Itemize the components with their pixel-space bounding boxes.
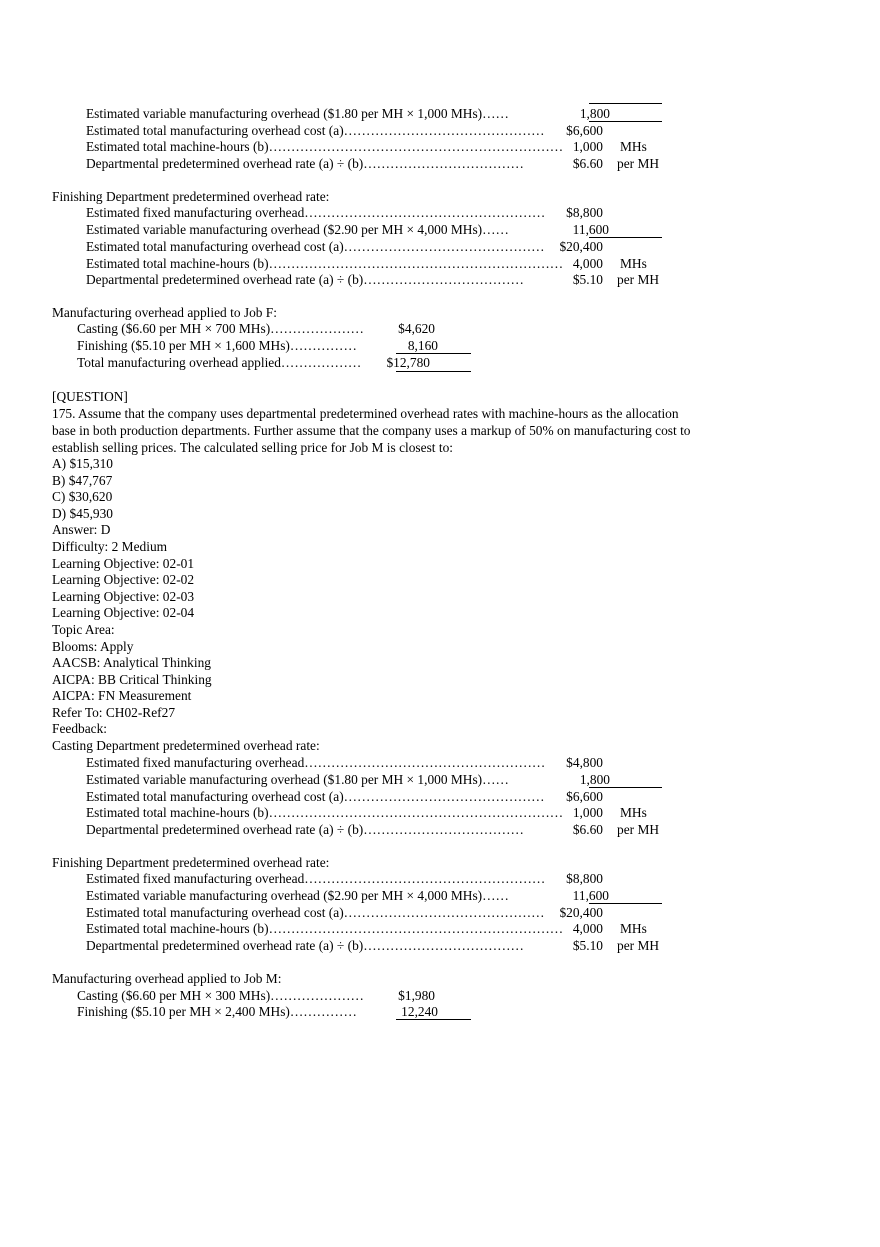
finishing1-var-value: 11,600 <box>572 222 609 237</box>
finishing1-var-label: Estimated variable manufacturing overhead ($2.90 per MH × 4,000 MHs)…… <box>86 222 509 237</box>
top-total-value: $6,600 <box>566 123 603 138</box>
finishing1-total-label: Estimated total manufacturing overhead cost (a)……………………………………… <box>86 239 545 254</box>
top-var-rule <box>589 121 662 122</box>
aicpa-bb: AICPA: BB Critical Thinking <box>52 672 212 687</box>
top-var-label: Estimated variable manufacturing overhead ($1.80 per MH × 1,000 MHs)…… <box>86 106 509 121</box>
difficulty: Difficulty: 2 Medium <box>52 539 168 554</box>
finishing2-var-value: 11,600 <box>572 888 609 903</box>
question-tag: [QUESTION] <box>52 389 128 404</box>
finishing1-rate-value: $5.10 <box>572 272 603 287</box>
top-rate-label: Departmental predetermined overhead rate (a) ÷ (b)……………………………… <box>86 156 524 171</box>
top-total-label: Estimated total manufacturing overhead cost (a)……………………………………… <box>86 123 545 138</box>
finishing1-mh-unit: MHs <box>620 256 647 271</box>
finishing2-total-value: $20,400 <box>559 905 603 920</box>
casting2-mh-label: Estimated total machine-hours (b)………………………………………………………… <box>86 805 564 820</box>
top-rule <box>589 103 662 104</box>
applied-m-casting-value: $1,980 <box>398 988 435 1003</box>
option-a: A) $15,310 <box>52 456 113 471</box>
refer-to: Refer To: CH02-Ref27 <box>52 705 176 720</box>
casting2-var-rule <box>589 787 662 788</box>
top-var-value: 1,800 <box>579 106 610 121</box>
applied-f-casting-value: $4,620 <box>398 321 435 336</box>
applied-f-total-rule <box>396 371 471 372</box>
aacsb: AACSB: Analytical Thinking <box>52 655 211 670</box>
top-rate-value: $6.60 <box>572 156 603 171</box>
aicpa-fn: AICPA: FN Measurement <box>52 688 192 703</box>
topic-area: Topic Area: <box>52 622 115 637</box>
top-rate-unit: per MH <box>617 156 660 171</box>
casting2-total-label: Estimated total manufacturing overhead cost (a)……………………………………… <box>86 789 545 804</box>
applied-f-casting-label: Casting ($6.60 per MH × 700 MHs)………………… <box>77 321 364 336</box>
finishing2-rate-label: Departmental predetermined overhead rate (a) ÷ (b)……………………………… <box>86 938 524 953</box>
top-mh-unit: MHs <box>620 139 647 154</box>
applied-m-finishing-rule <box>396 1019 471 1020</box>
option-c: C) $30,620 <box>52 489 113 504</box>
finishing1-fixed-label: Estimated fixed manufacturing overhead……………………………………………… <box>86 205 546 220</box>
applied-f-total-value: $12,780 <box>386 355 430 370</box>
question-text-1: 175. Assume that the company uses departmental predetermined overhead rates with machine-hours as the allocation <box>52 406 679 421</box>
learning-objective-4: Learning Objective: 02-04 <box>52 605 195 620</box>
casting2-heading: Casting Department predetermined overhead rate: <box>52 738 320 753</box>
finishing2-fixed-value: $8,800 <box>566 871 603 886</box>
finishing2-mh-unit: MHs <box>620 921 647 936</box>
finishing2-rate-value: $5.10 <box>572 938 603 953</box>
finishing2-var-label: Estimated variable manufacturing overhead ($2.90 per MH × 4,000 MHs)…… <box>86 888 509 903</box>
finishing2-var-rule <box>589 903 662 904</box>
finishing1-total-value: $20,400 <box>559 239 603 254</box>
answer: Answer: D <box>52 522 111 537</box>
finishing2-mh-label: Estimated total machine-hours (b)………………………………………………………… <box>86 921 564 936</box>
top-mh-value: 1,000 <box>572 139 603 154</box>
finishing1-heading: Finishing Department predetermined overhead rate: <box>52 189 330 204</box>
finishing2-mh-value: 4,000 <box>572 921 603 936</box>
option-d: D) $45,930 <box>52 506 113 521</box>
casting2-var-label: Estimated variable manufacturing overhead ($1.80 per MH × 1,000 MHs)…… <box>86 772 509 787</box>
finishing2-total-label: Estimated total manufacturing overhead cost (a)……………………………………… <box>86 905 545 920</box>
applied-m-casting-label: Casting ($6.60 per MH × 300 MHs)………………… <box>77 988 364 1003</box>
top-mh-label: Estimated total machine-hours (b)………………………………………………………… <box>86 139 564 154</box>
finishing1-var-rule <box>589 237 662 238</box>
option-b: B) $47,767 <box>52 473 113 488</box>
learning-objective-1: Learning Objective: 02-01 <box>52 556 195 571</box>
casting2-mh-unit: MHs <box>620 805 647 820</box>
casting2-rate-unit: per MH <box>617 822 660 837</box>
finishing1-mh-label: Estimated total machine-hours (b)………………………………………………………… <box>86 256 564 271</box>
casting2-mh-value: 1,000 <box>572 805 603 820</box>
applied-m-heading: Manufacturing overhead applied to Job M: <box>52 971 282 986</box>
applied-f-heading: Manufacturing overhead applied to Job F: <box>52 305 277 320</box>
casting2-total-value: $6,600 <box>566 789 603 804</box>
finishing2-heading: Finishing Department predetermined overhead rate: <box>52 855 330 870</box>
applied-m-finishing-value: 12,240 <box>401 1004 438 1019</box>
applied-f-finishing-rule <box>396 353 471 354</box>
finishing2-fixed-label: Estimated fixed manufacturing overhead……………………………………………… <box>86 871 546 886</box>
finishing2-rate-unit: per MH <box>617 938 660 953</box>
casting2-fixed-label: Estimated fixed manufacturing overhead……………………………………………… <box>86 755 546 770</box>
casting2-fixed-value: $4,800 <box>566 755 603 770</box>
applied-f-total-label: Total manufacturing overhead applied……………… <box>77 355 362 370</box>
feedback-label: Feedback: <box>52 721 108 736</box>
casting2-rate-label: Departmental predetermined overhead rate (a) ÷ (b)……………………………… <box>86 822 524 837</box>
question-text-2: base in both production departments. Further assume that the company uses a markup of 50% on manufacturing cost to <box>52 423 691 438</box>
finishing1-fixed-value: $8,800 <box>566 205 603 220</box>
blooms: Blooms: Apply <box>52 639 134 654</box>
casting2-var-value: 1,800 <box>579 772 610 787</box>
applied-f-finishing-value: 8,160 <box>407 338 438 353</box>
casting2-rate-value: $6.60 <box>572 822 603 837</box>
applied-f-finishing-label: Finishing ($5.10 per MH × 1,600 MHs)…………… <box>77 338 357 353</box>
finishing1-rate-label: Departmental predetermined overhead rate (a) ÷ (b)……………………………… <box>86 272 524 287</box>
learning-objective-2: Learning Objective: 02-02 <box>52 572 195 587</box>
applied-m-finishing-label: Finishing ($5.10 per MH × 2,400 MHs)…………… <box>77 1004 357 1019</box>
finishing1-mh-value: 4,000 <box>572 256 603 271</box>
learning-objective-3: Learning Objective: 02-03 <box>52 589 195 604</box>
finishing1-rate-unit: per MH <box>617 272 660 287</box>
question-text-3: establish selling prices. The calculated selling price for Job M is closest to: <box>52 440 454 455</box>
